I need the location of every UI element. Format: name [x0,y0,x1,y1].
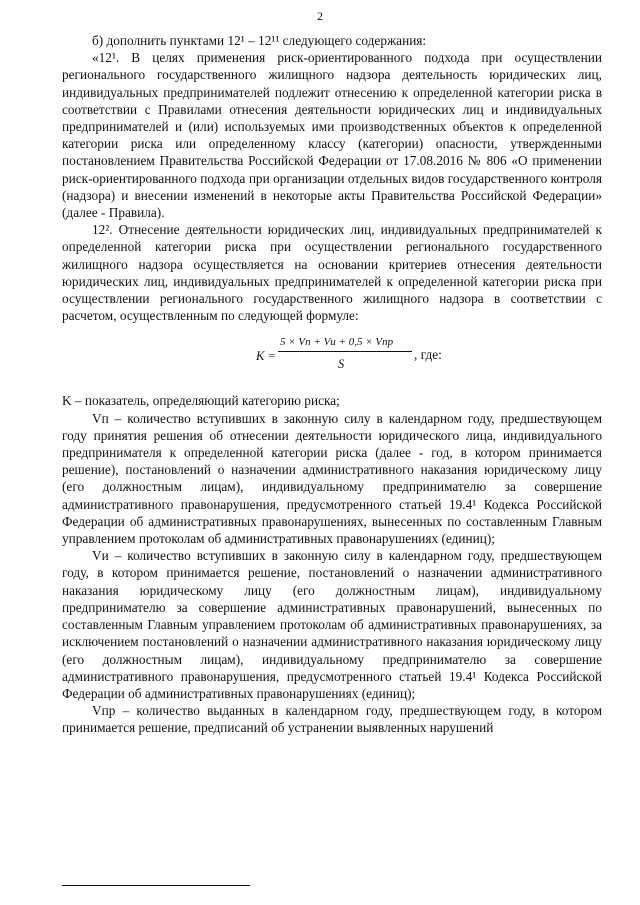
formula-fraction-bar [278,351,412,352]
formula-denominator: S [338,357,345,372]
risk-formula [62,328,602,386]
formula-tail: , где: [414,347,442,363]
definition-vi: Vи – количество вступивших в законную силу в календарном году, предшествующем году, в котором принимается решение, постановлений о назначении административного наказания юридическому лицу (его должностным лицам), индивидуальному предпринимателю за совершение административных правонарушений, вынесенных по составленным Главным управлением протоколам об административных правонарушениях, за исключением постановлений о назначении административного наказания юридическому лицу (его должностным лицам), индивидуальному предпринимателю за совершение административного правонарушения, предусмотренного статьей 19.4¹ Кодекса Российской Федерации об административных правонарушениях (единиц); [62,548,602,701]
footnote-separator [62,885,250,886]
page-number: 2 [317,9,323,23]
definition-vpr: Vпр – количество выданных в календарном году, предшествующем году, в котором принимается решение, предписаний об устранении выявленных нарушений [62,703,602,736]
definition-k: K – показатель, определяющий категорию риска; [62,393,340,409]
intro-paragraph: б) дополнить пунктами 12¹ – 12¹¹ следующего содержания: [92,33,427,48]
paragraph-12-2: 12². Отнесение деятельности юридических лиц, индивидуальных предпринимателей к определенной категории риска при осуществлении регионального государственного жилищного надзора осуществляется на основании критериев отнесения деятельности юридических лиц, индивидуальных предпринимателей к определенной категории риска при осуществлении регионального государственного жилищного надзора в соответствии с расчетом, осуществленным по следующей формуле: [62,222,602,324]
definition-vp: Vп – количество вступивших в законную силу в календарном году, предшествующем году принятия решения об отнесении деятельности юридического лица, индивидуального предпринимателя к определенной категории риска (далее - год, в котором принимается решение), постановлений о назначении административного наказания юридическому лицу (его должностным лицам), индивидуальному предпринимателю за совершение административного правонарушения, предусмотренного статьей 19.4¹ Кодекса Российской Федерации об административных правонарушениях, вынесенных по составленным Главным управлением протоколам об административных правонарушениях (единиц); [62,410,602,547]
paragraph-12-1: «12¹. В целях применения риск-ориентированного подхода при осуществлении регионального государственного жилищного надзора деятельность юридических лиц, индивидуальных предпринимателей подлежит отнесению к определенной категории риска в соответствии с Правилами отнесения деятельности юридических лиц и индивидуальных предпринимателей и (или) используемых ими производственных объектов к определенной категории риска или определенному классу (категории) опасности, утвержденными постановлением Правительства Российской Федерации от 17.08.2016 № 806 «О применении риск-ориентированного подхода при организации отдельных видов государственного контроля (надзора) и внесении изменений в некоторые акты Правительства Российской Федерации» (далее - Правила). [62,50,602,221]
document-body [62,32,602,737]
formula-numerator: 5 × Vп + Vи + 0,5 × Vпр [280,336,394,349]
formula-lhs: K = [256,349,276,364]
